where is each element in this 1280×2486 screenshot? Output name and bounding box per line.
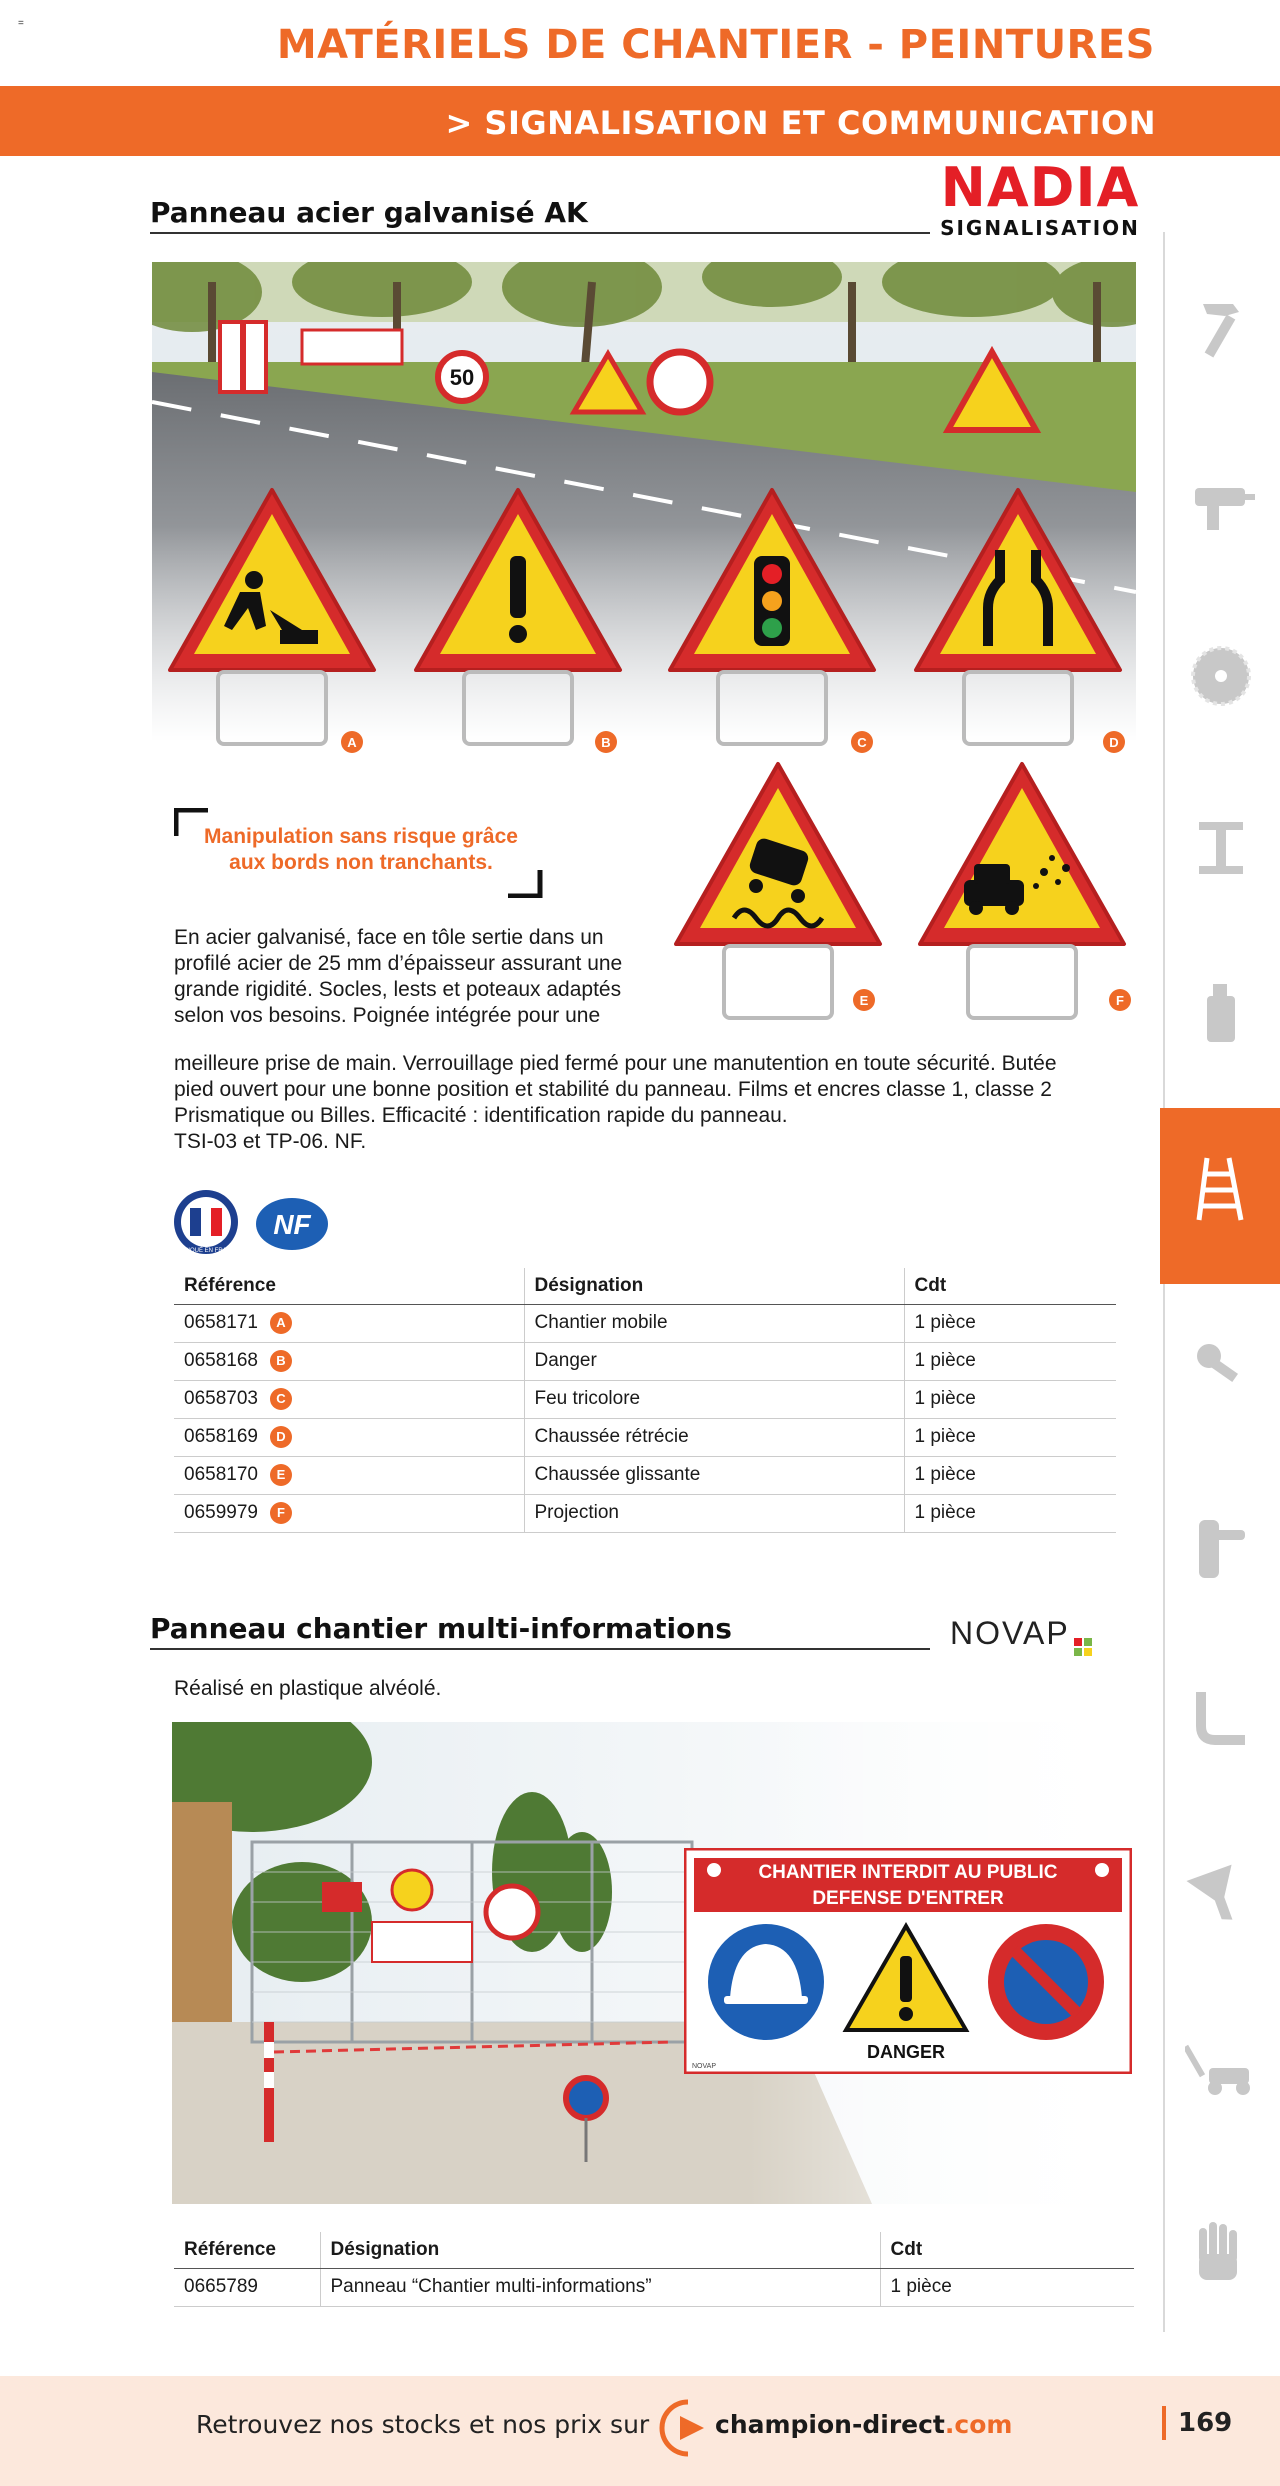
col-cdt: Cdt: [904, 1268, 1116, 1304]
beam-icon[interactable]: [1185, 812, 1257, 884]
page-number-bar: [1162, 2406, 1166, 2440]
sign-e-chaussee-glissante: [668, 754, 888, 1044]
letter-badge: B: [270, 1350, 292, 1372]
panel-maker: NOVAP: [692, 2063, 716, 2070]
letter-badge: E: [270, 1464, 292, 1486]
corner-mark: =: [18, 18, 24, 29]
nf-logo-text: NF: [273, 1209, 311, 1240]
callout-box: [174, 808, 544, 898]
letter-badge: F: [270, 1502, 292, 1524]
footer-link[interactable]: champion-direct.com: [715, 2410, 1013, 2439]
table-row: 0665789 Panneau “Chantier multi-informations” 1 pièce: [174, 2268, 1134, 2306]
table-row: 0659979 F Projection 1 pièce: [174, 1494, 1116, 1532]
col-designation: Désignation: [320, 2232, 880, 2268]
table-row: 0658703 C Feu tricolore 1 pièce: [174, 1380, 1116, 1418]
brand-logo-novap: [950, 1615, 1092, 1652]
svg-text:E: E: [859, 993, 869, 1008]
panel-line-1: CHANTIER INTERDIT AU PUBLIC: [758, 1862, 1058, 1883]
novap-description: Réalisé en plastique alvéolé.: [174, 1677, 442, 1700]
callout-text: Manipulation sans risque grâce aux bords non tranchants.: [204, 825, 518, 874]
letter-badge: D: [270, 1426, 292, 1448]
table-row: 0658169 D Chaussée rétrécie 1 pièce: [174, 1418, 1116, 1456]
reference-table-ak: [174, 1268, 1116, 1533]
svg-text:B: B: [601, 735, 611, 750]
page-title: MATÉRIELS DE CHANTIER - PEINTURES: [276, 22, 1155, 68]
section-title-ak: Panneau acier galvanisé AK: [150, 196, 588, 229]
screw-icon[interactable]: [1185, 1332, 1257, 1404]
table-row: 0658170 E Chaussée glissante 1 pièce: [174, 1456, 1116, 1494]
table-row: 0658171 A Chantier mobile 1 pièce: [174, 1304, 1116, 1342]
novap-mark-icon: [1074, 1627, 1092, 1645]
certification-logos: [172, 1188, 332, 1256]
col-designation: Désignation: [524, 1268, 904, 1304]
fabrique-label: FABRIQUÉ EN FRANCE: [172, 1248, 240, 1254]
lawnmower-icon[interactable]: [1185, 2034, 1257, 2106]
sign-b-danger: [408, 480, 628, 770]
sign-c-feu-tricolore: [662, 480, 882, 770]
saw-blade-icon[interactable]: [1185, 640, 1257, 712]
multi-info-panel: [684, 1848, 1132, 2074]
panel-line-2: DEFENSE D'ENTRER: [812, 1888, 1004, 1909]
section-title-multi-info: Panneau chantier multi-informations: [150, 1612, 732, 1645]
table-row: 0658168 B Danger 1 pièce: [174, 1342, 1116, 1380]
section-rule: [150, 232, 930, 234]
product-description: En acier galvanisé, face en tôle sertie dans un profilé acier de 25 mm d’épaisseur assurant une grande rigidité. Socles, lests et poteaux adaptés selon vos besoins. Poignée intégrée pour une: [174, 926, 623, 1027]
col-reference: Référence: [174, 2232, 320, 2268]
spray-can-icon[interactable]: [1185, 976, 1257, 1048]
brand-name: NOVAP: [950, 1615, 1070, 1651]
letter-badge: A: [270, 1312, 292, 1334]
svg-text:D: D: [1109, 735, 1119, 750]
brand-logo-nadia: [935, 156, 1145, 240]
sign-f-projection: [912, 754, 1132, 1044]
product-description-cont: meilleure prise de main. Verrouillage pied fermé pour une manutention en toute sécurité. Butée pied ouvert pour une bonne position et stabilité du panneau. Films et encres classe 1, classe 2 Prismatique ou Billes. Efficacité : identification rapide du panneau. TSI-03 et TP-06. NF.: [174, 1052, 1057, 1153]
reference-table-multi-info: [174, 2232, 1134, 2307]
danger-label: DANGER: [866, 2042, 946, 2062]
no-parking-icon: [988, 1924, 1104, 2040]
col-reference: Référence: [174, 1268, 524, 1304]
gloves-icon[interactable]: [1185, 2214, 1257, 2286]
funnel-icon[interactable]: [1185, 1858, 1257, 1930]
col-cdt: Cdt: [880, 2232, 1134, 2268]
hammer-icon[interactable]: [1185, 292, 1257, 364]
svg-text:F: F: [1116, 993, 1124, 1008]
pipe-icon[interactable]: [1185, 1682, 1257, 1754]
brand-tagline: SIGNALISATION: [940, 216, 1140, 240]
letter-badge: C: [270, 1388, 292, 1410]
helmet-icon: [708, 1924, 824, 2040]
construction-site-photo: [172, 1722, 1132, 2204]
sign-d-chaussee-retrecie: [908, 480, 1128, 770]
svg-text:A: A: [347, 735, 357, 750]
section-rule: [150, 1648, 930, 1650]
page-subtitle: > SIGNALISATION ET COMMUNICATION: [445, 104, 1156, 142]
door-handle-icon[interactable]: [1185, 1512, 1257, 1584]
drill-icon[interactable]: [1185, 468, 1257, 540]
ladder-icon[interactable]: [1185, 1152, 1257, 1224]
footer-text: Retrouvez nos stocks et nos prix sur: [196, 2410, 650, 2439]
champion-direct-logo-icon: [658, 2398, 714, 2458]
svg-text:C: C: [857, 735, 867, 750]
brand-name: NADIA: [940, 156, 1140, 219]
page-number: 169: [1178, 2408, 1233, 2438]
sign-a-chantier-mobile: [162, 480, 382, 770]
